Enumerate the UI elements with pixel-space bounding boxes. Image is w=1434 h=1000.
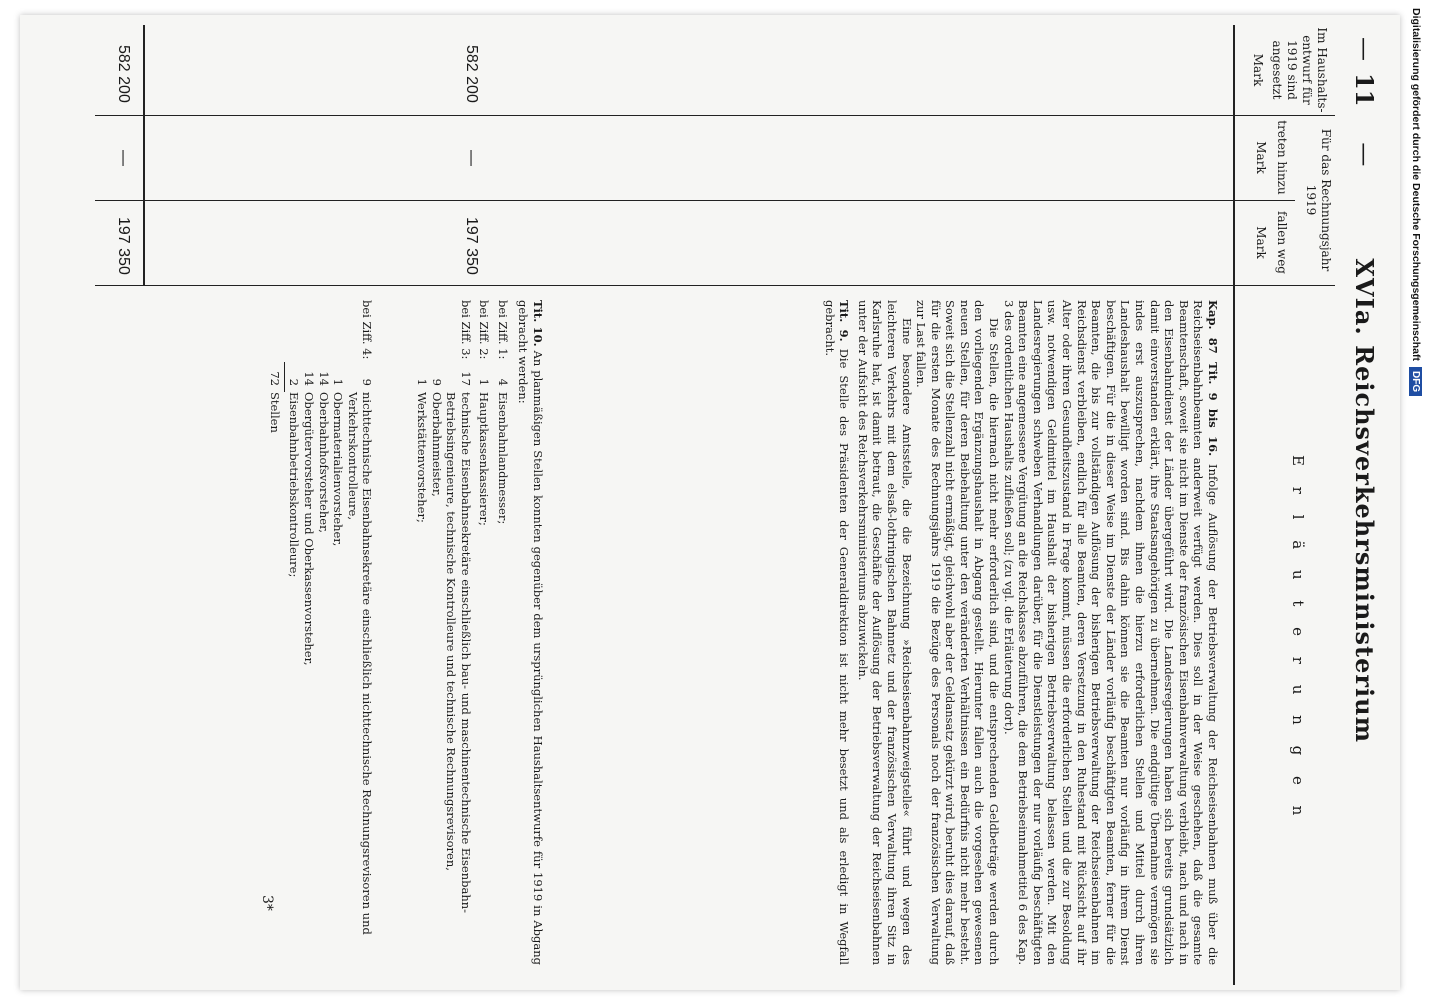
list-item-count: 4 xyxy=(496,378,510,386)
list-item-count: 14 xyxy=(316,371,331,386)
dfg-logo: DFG xyxy=(1410,367,1423,396)
page-header xyxy=(1345,25,1385,985)
list-item xyxy=(301,300,316,965)
list-item-count: 9 xyxy=(429,378,444,386)
scanned-page xyxy=(20,15,1400,990)
list-item xyxy=(429,300,444,965)
col-divider-2 xyxy=(95,200,1295,201)
list-item-ref xyxy=(316,300,331,362)
explanation-text xyxy=(822,300,1220,965)
budget-table xyxy=(55,25,1335,985)
amount-col3: 197 350 xyxy=(463,217,480,275)
list-item xyxy=(331,300,346,965)
col-head-2-label: treten hinzu xyxy=(1275,120,1289,195)
list-item-count: 1 xyxy=(477,378,492,386)
col-head-group-label: Für das Rechnungsjahr 1919 xyxy=(1304,128,1333,272)
list-item-ref xyxy=(287,300,302,362)
tit10-label: Tit. 10. xyxy=(531,300,545,347)
col-head-2 xyxy=(1235,115,1295,200)
list-item-count: 14 xyxy=(302,371,317,386)
para-tit10 xyxy=(516,300,545,965)
col-head-3-label: fallen weg xyxy=(1275,211,1289,274)
list-item-text: Hauptkassenkassierer; xyxy=(477,392,492,526)
list-item-text: Eisenbahnbetriebskontrolleure; xyxy=(287,392,302,578)
total-col1: 582 200 xyxy=(115,45,132,103)
kap-label: Kap. 87 Tit. 9 bis 16. xyxy=(1206,300,1220,457)
list-item-count: 1 xyxy=(415,378,430,386)
col-divider-3 xyxy=(95,285,1335,286)
col-head-2-unit: Mark xyxy=(1254,141,1268,174)
header-rule xyxy=(1233,25,1235,985)
list-item-text: Obermaterialienvorsteher, xyxy=(331,392,346,547)
col-head-1-unit: Mark xyxy=(1251,53,1265,87)
para-tit9 xyxy=(822,300,851,965)
list-item-count: 2 xyxy=(287,378,302,386)
list-item-ref: bei Ziff. 2: xyxy=(477,300,492,360)
tit10-text: An planmäßigen Stellen konnten gegenüber dem ursprünglichen Haushaltsentwurfe für 1919 in Abgang gebracht werden: xyxy=(516,300,545,965)
para-3: Eine besondere Amtsstelle, die die Bezeichnung »Reichseisenbahnzweigstelle« führt und wegen des leichteren Verkehrs mit dem elsaß-lothringischen Bahnnetz und der französischen Verwaltung ihren Sitz in Karlsruhe hat, ist damit betraut, die Geschäfte der Auflösung der Betriebsverwaltung der Reichseisenbahnen unter der Aufsicht des Reichsverkehrsministeriums abzuwickeln. xyxy=(855,300,914,965)
tit9-text: Die Stelle des Präsidenten der Generaldirektion ist nicht mehr besetzt und als erledigt in Wegfall gebracht. xyxy=(822,300,852,965)
list-item xyxy=(477,300,492,965)
list-item-text: Oberbahnhofsvorsteher, xyxy=(316,392,331,533)
list-item xyxy=(287,300,302,965)
list-item xyxy=(495,300,510,965)
list-item-ref: bei Ziff. 3: xyxy=(458,300,473,360)
list-item-text: technische Eisenbahnsekretäre einschließlich bau- und maschinentechnische Eisenbahn-Betriebsingenieure, technische Kontrolleure und technische Rechnungsrevisoren, xyxy=(444,392,473,914)
para-kap87 xyxy=(1001,300,1220,965)
list-item xyxy=(444,300,473,965)
sum-count: 72 xyxy=(267,371,282,386)
para-2: Die Stellen, die hiernach nicht mehr erforderlich sind, und die entsprechenden Geldbeträge werden durch den vorliegenden Ergänzungshaushalt in Abgang gestellt. Hierunter fallen auch die vorgesehen gewesenen neuen Stellen, für deren Beibehaltung unter den veränderten Verhältnissen ein Bedürfnis nicht mehr besteht. Soweit sich die Stellenzahl nicht ermäßigt, gleichwohl aber der Geldansatz gekürzt wird, beruht dies darauf, daß für die ersten Monate des Rechnungsjahrs 1919 die Bezüge des Personals noch der französischen Verwaltung zur Last fallen. xyxy=(914,300,1002,965)
erlaeuterungen-heading: E r l ä u t e r u n g e n xyxy=(1289,455,1307,824)
col-head-3 xyxy=(1235,200,1295,285)
sum-row xyxy=(267,300,282,965)
list-item-ref xyxy=(301,300,316,362)
para-1: Infolge Auflösung der Betriebsverwaltung der Reichseisenbahnen muß über die Reichseisenbahnbeamten anderweit verfügt werden. Dies soll in der Weise geschehen, daß die gesamte Beamtenschaft, soweit sie nicht im Dienste der französischen Eisenbahnverwaltung verbleibt, nach und nach in den Eisenbahndienst der Länder übergeführt wird. Die Landesregierungen haben sich bereits grundsätzlich damit einverstanden erklärt, ihre Staatsangehörigen zu übernehmen. Die endgültige Übernahme vermögen sie indes erst auszusprechen, nachdem ihnen die hierzu erforderlichen Stellen und Mittel durch ihren Landeshaushalt bewilligt worden sind. Bis dahin können sie die Beamten nur vorläufig in ihrem Dienst beschäftigen. Für die in dieser Weise im Dienste der Länder vorläufig beschäftigten Beamten, ferner für die Beamten, die bis zur vollständigen Auflösung der bisherigen Betriebsverwaltung der Reichseisenbahnen im Reichsdienst verbleiben, endlich für alle Beamten, deren Versetzung in den Ruhestand mit Rücksicht auf ihr Alter oder ihren Gesundheitszustand in Frage kommt, müssen die erforderlichen Stellen und die zur Besoldung usw. notwendigen Geldmittel im Haushalt der bisherigen Betriebsverwaltung belassen werden. Mit den Landesregierungen schweben Verhandlungen darüber, für die Dienstleistungen der nur vorläufig beschäftigten Beamten eine angemessene Vergütung an die Reichskasse abzuführen, die dem Betriebseinnahmetitel 6 des Kap. 3 des ordentlichen Haushalts zufließen soll; (zu vgl. die Erläuterung dort). xyxy=(1001,300,1220,966)
col-head-3-unit: Mark xyxy=(1254,226,1268,259)
header-dash-left: — xyxy=(1351,37,1379,61)
list-item xyxy=(414,300,429,965)
rotated-sheet xyxy=(45,25,1385,985)
list-item-ref xyxy=(414,300,429,362)
list-item-ref xyxy=(429,300,444,362)
total-col2: — xyxy=(115,150,132,166)
list-item xyxy=(316,300,331,965)
tit10-block xyxy=(516,300,545,965)
sum-rule xyxy=(284,362,285,392)
total-col3: 197 350 xyxy=(115,217,132,275)
page-number: 11 xyxy=(1350,73,1380,107)
list-item-text: Eisenbahnlandmesser; xyxy=(496,392,510,525)
list-item-text: Werkstättenvorsteher; xyxy=(415,392,430,523)
total-rule xyxy=(143,25,145,285)
page-mark: 3* xyxy=(259,895,275,911)
page-title: XVIa. Reichsverkehrsministerium xyxy=(1350,258,1380,743)
list-item-text: Obergütervorsteher und Oberkassenvorsteher, xyxy=(302,392,317,666)
sum-label: Stellen xyxy=(267,392,282,433)
list-item-count: 17 xyxy=(458,371,473,386)
list-item-count: 1 xyxy=(331,378,346,386)
header-dash-right: — xyxy=(1351,142,1379,167)
sum-spacer xyxy=(267,300,282,362)
stellen-list xyxy=(267,300,510,965)
list-item-count: 9 xyxy=(360,378,375,386)
tit9-label: Tit. 9. xyxy=(837,300,852,342)
list-spacer xyxy=(374,300,414,965)
list-item-ref: bei Ziff. 1: xyxy=(496,300,510,360)
list-item-text: Oberbahnmeister, xyxy=(429,392,444,497)
col-divider-1 xyxy=(95,115,1335,116)
list-item-text: nichttechnische Eisenbahnsekretäre einschließlich nichttechnische Rechnungsrevisoren und Verkehrskontrolleure, xyxy=(345,392,375,935)
list-item-ref xyxy=(331,300,346,362)
col-head-1 xyxy=(1235,25,1335,115)
dfg-footer xyxy=(1405,8,1431,993)
list-item-ref: bei Ziff. 4: xyxy=(360,300,375,360)
list-item xyxy=(345,300,374,965)
dfg-footer-text: Digitalisierung gefördert durch die Deutsche Forschungsgemeinschaft xyxy=(1410,8,1422,361)
amount-col2: — xyxy=(463,150,480,166)
col-head-1-label: Im Haushalts-entwurf für 1919 sind angesetzt xyxy=(1270,27,1329,113)
dfg-footer-inner xyxy=(1405,8,1427,993)
amount-col1: 582 200 xyxy=(463,45,480,103)
